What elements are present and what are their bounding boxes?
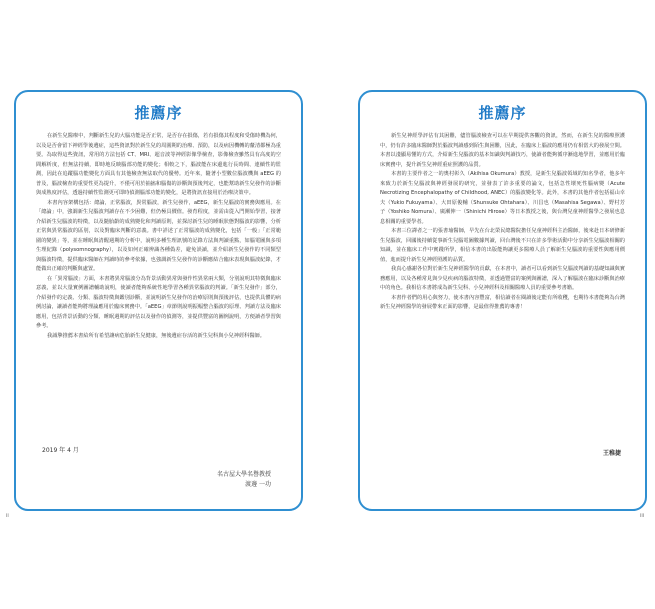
left-signer-name: 渡邊 一功: [245, 481, 271, 488]
left-paragraph-4: 我誠摯推薦本書給所有希望讓病危胎新生兒健康，無後遺症存活的新生兒科與小兒神經科醫師。: [47, 332, 265, 339]
right-signer-name: 王稚捷: [602, 450, 621, 457]
left-page-number: ii: [6, 513, 9, 519]
right-page-body: [380, 132, 625, 313]
right-paragraph-2: 本書的主要作者之一的奧村彰久（Akihisa Okumura）教授，是新生兒腦波領域的知名學者，他多年來致力於新生兒腦波與神經發展的研究，並發表了許多重要的論文，包括急性壞死性腦病變（Acute Necrotizing Encephalopathy of Childhood, ANEC）的腦波變化等。此外，本書的其他作者包括福山幸夫（Yukio Fukuyama）、大田原俊輔（Shunsuke Ohtahara）、川昌也（Masahisa Segawa）、野村芳子（Yoshiko Nomura）、廣瀬伸一（Shinichi Hirose）等日本教授之後，與台灣兒童神經醫學之發展也息息相關的重要學者。: [380, 171, 625, 225]
right-paragraph-4: 我真心感謝各位對於新生兒神經醫學的貢獻，在本書中，讀者可以看到新生兒腦波判讀的基礎知識與實務應用，以及各種常見與少見疾病的腦波特徵，並透過豐富的案例與圖譜，深入了解腦波在臨床診斷與治療中的角色。我相信本書將成為新生兒科、小兒神經科及相關醫療人員的重要參考書籍。: [380, 266, 625, 291]
left-page-frame: [14, 90, 303, 511]
right-paragraph-1: 新生兒神經學評估有其困難，儘管腦波檢查可以在早期提供客觀的資訊，然而，在新生兒的醫療照護中，仍有許多臨床醫師對於腦波判讀感到陌生與困難，因此，在臨床上腦波的應用仍有相當大的發展空間。本書以淺顯易懂的方式，介紹新生兒腦波的基本知識與判讀技巧，使讀者能夠循序漸進地學習，並應用於臨床實務中，提升新生兒神經重症照護的品質。: [380, 133, 625, 168]
right-paragraph-3: 本書三位譯者之一的張書瑜醫師，早先在台北榮民總醫院擔任兒童神經科主治醫師，後來赴日本研修新生兒腦波，回國後持續從事新生兒腦電圖數據判讀，回台灣後不只在許多學術活動中分享新生兒腦波相關的知識，並在臨床工作中實踐所學，相信本書的出版能夠讓更多醫療人員了解新生兒腦波的重要性與應用價值，進而提升新生兒神經照護的品質。: [380, 228, 625, 263]
left-date: 2019 年 4 月: [42, 447, 79, 454]
left-page-body: [36, 132, 281, 341]
right-paragraph-5: 本書作者們的用心與努力，使本書內容豐富，相信讀者在閱讀後定能有所收穫，也期待本書能夠為台灣新生兒神經醫學的發展帶來正面的影響，是最值得推薦的專書！: [380, 294, 625, 310]
right-page-frame: [358, 90, 647, 511]
right-page-number: iii: [640, 513, 645, 519]
right-page-title: 推薦序: [478, 104, 527, 122]
left-paragraph-2: 本書內容架構包括：總論，正常腦波，異常腦波，新生兒發作，aEEG，新生兒腦波的實務與應用。在「總論」中，強調新生兒腦波判讀存在不少困難，但仍極具價值。發育程度，並需由從入門開始學習，接著介紹新生兒腦波的特徵，以及隨胎齡的成熟變化和判讀原則，並探討新生兒的睡眠狀態對腦波的影響，分析正常與異常腦波的區別，以及對臨床判斷的意義。書中詳述了正常腦波的成熟變化，包括「一般」「正常範圍的變異」等，並在睡眠與清醒週期的分析中，說明多種生理訊號的記錄方法與判讀重點，如腦電圖與多項生理紀錄（polysomnography），以及如何正確辨識各種偽差，避免誤讀，並介紹新生兒發作的不同類型與腦波特徵，提供臨床醫師在判讀時的參考依據，也強調新生兒發作的診斷應結合臨床表現與腦波紀錄，才能做出正確的判斷與處置。: [36, 199, 281, 272]
left-signature-block: [217, 470, 271, 490]
left-page-title: 推薦序: [134, 104, 183, 122]
left-paragraph-3: 在「異常腦波」方面，本書將異常腦波分為背景活動異常與發作性異常兩大類，分別說明其特徵與臨床意義，並以大量實例圖譜輔助說明，使讀者能夠系統性地學習各種異常腦波的判讀。「新生兒發作」部分，介紹發作的定義、分類、腦波特徵與鑑別診斷，並說明新生兒發作的治療原則與預後評估，也提供具體的病例討論，讓讀者能夠將理論應用於臨床實務中。「aEEG」章節則說明振幅整合腦波的原理、判讀方法及臨床應用，包括背景活動的分類、睡眠週期的評估以及發作的偵測等，並提供豐富的圖例說明，方便讀者學習與參考。: [36, 275, 281, 329]
left-paragraph-1: 在新生兒醫療中，判斷新生兒的大腦功能是否正常，是否存在損傷，若有損傷其程度和受傷時機為何，以及是否會留下神經學後遺症，這些資訊對於新生兒的周圍期的治療、預防，以及病因機轉的釐清都極為重要。為取得這些資訊，常用的方法包括 CT、MRI、超音波等神經影像學檢查，影像檢查雖然具有高度的空間解析度，但無法持續，即時地反映腦部功能的變化；相較之下，腦波能在床邊進行長時間、連續性的監測，因此在追蹤腦功能變化方面具有其他檢查無法取代的優勢。近年來，隨著小型數位腦波機與 aEEG 的普及，腦波檢查的重要性更為提升，不僅可用於抽搐和腦傷的診斷與預後判定，也能幫助新生兒發作的診斷與成熟度評估，透過持續性監測更可即時偵測腦部功能的變化，是將資訊直接用於治療決策中。: [36, 133, 281, 196]
left-signer-title: 名古屋大學名譽教授: [216, 471, 271, 478]
